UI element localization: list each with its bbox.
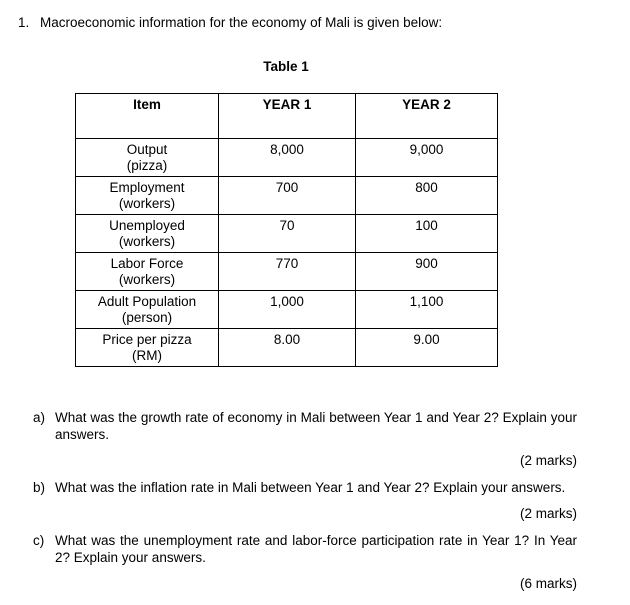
year2-value: 9.00: [356, 329, 498, 367]
item-name: Employment: [109, 180, 185, 195]
year1-value: 70: [219, 215, 356, 253]
table-title: Table 1: [263, 59, 309, 74]
intro-text: Macroeconomic information for the economy of Mali is given below:: [40, 15, 443, 30]
year2-value: 1,100: [356, 291, 498, 329]
question-label: c): [33, 533, 45, 548]
item-cell: [76, 253, 219, 291]
item-unit: (workers): [118, 234, 176, 249]
item-name: Output: [126, 142, 168, 157]
question-number: 1.: [18, 15, 30, 30]
col-header-year2: YEAR 2: [356, 94, 498, 139]
year2-value: 900: [356, 253, 498, 291]
col-header-item: Item: [76, 94, 219, 139]
question-label: b): [33, 480, 46, 495]
table-row: [76, 139, 498, 177]
marks-label: (2 marks): [520, 453, 577, 468]
item-unit: (workers): [118, 196, 176, 211]
item-name: Price per pizza: [102, 332, 192, 347]
year2-value: 800: [356, 177, 498, 215]
year1-value: 770: [219, 253, 356, 291]
item-name: Adult Population: [97, 294, 197, 309]
marks-label: (2 marks): [520, 506, 577, 521]
table-row: [76, 177, 498, 215]
item-cell: [76, 177, 219, 215]
table-row: [76, 253, 498, 291]
item-cell: [76, 215, 219, 253]
item-cell: [76, 139, 219, 177]
year1-value: 700: [219, 177, 356, 215]
question-label: a): [33, 410, 46, 425]
question-c: [33, 532, 577, 592]
item-unit: (pizza): [126, 158, 168, 173]
item-cell: [76, 329, 219, 367]
year1-value: 1,000: [219, 291, 356, 329]
item-name: Labor Force: [110, 256, 184, 271]
item-unit: (workers): [118, 272, 176, 287]
question-a: [33, 409, 577, 469]
question-text: What was the inflation rate in Mali between Year 1 and Year 2? Explain your answers.: [55, 480, 566, 495]
item-unit: (RM): [132, 348, 162, 363]
question-a-row: [33, 409, 577, 443]
col-header-year1: YEAR 1: [219, 94, 356, 139]
question-c-row: [33, 532, 577, 566]
year2-value: 100: [356, 215, 498, 253]
question-text: What was the unemployment rate and labor-force participation rate in Year 1? In Year 2? Explain your answers.: [55, 533, 577, 565]
marks-label: (6 marks): [520, 576, 577, 591]
year2-value: 9,000: [356, 139, 498, 177]
table-row: [76, 291, 498, 329]
question-text: What was the growth rate of economy in Mali between Year 1 and Year 2? Explain your answers.: [55, 410, 577, 442]
questions-section: [33, 409, 577, 592]
table-row: [76, 215, 498, 253]
table-row: [76, 329, 498, 367]
item-unit: (person): [121, 310, 173, 325]
question-b-row: [33, 479, 577, 496]
question-b: [33, 479, 577, 522]
year1-value: 8.00: [219, 329, 356, 367]
table-header-row: [76, 94, 498, 139]
data-table: [75, 93, 498, 367]
item-cell: [76, 291, 219, 329]
question-intro: [18, 14, 600, 31]
item-name: Unemployed: [109, 218, 185, 233]
year1-value: 8,000: [219, 139, 356, 177]
